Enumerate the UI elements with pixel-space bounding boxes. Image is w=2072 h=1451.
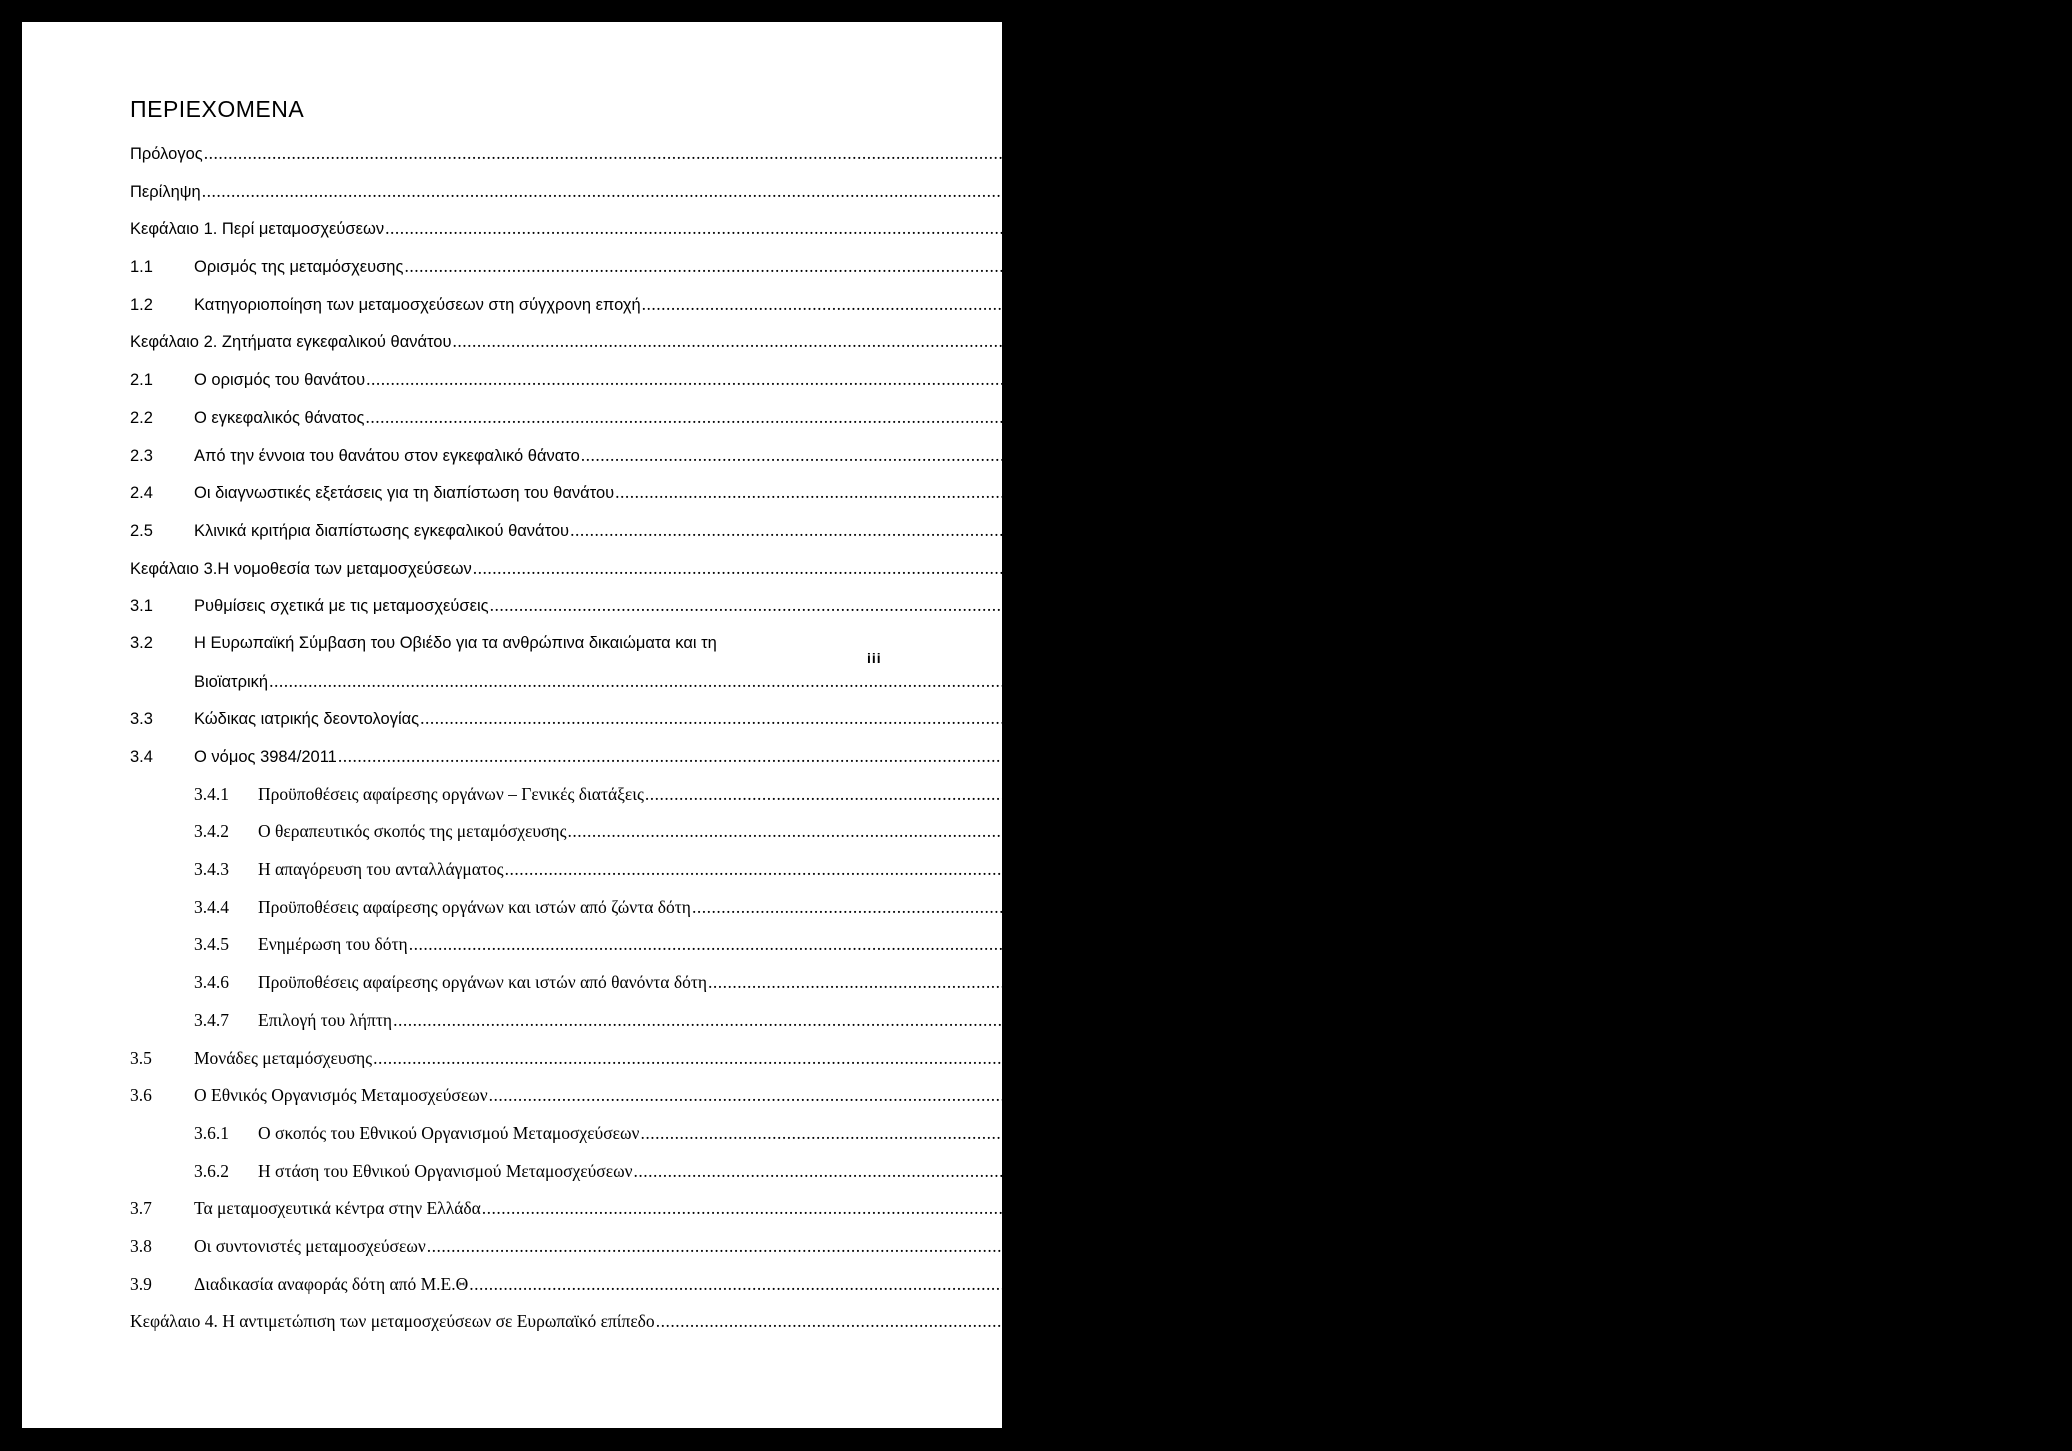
toc-entry-page: 16 [1914,821,1932,842]
toc-entry[interactable] [130,783,2009,822]
toc-entry[interactable] [130,1273,1834,1312]
toc-entry-number: 3.4.4 [194,896,229,917]
toc-entry[interactable] [130,557,1837,596]
toc-entry-number: 3.4.1 [194,783,229,804]
toc-entry[interactable] [130,1009,1758,1048]
toc-entry-title: Κεφάλαιο 1. Περί μεταμοσχεύσεων [130,220,385,239]
toc-entry-page: 7 [1712,369,1722,390]
toc-entry-number: 3.8 [130,1235,152,1256]
toc-entry-number: 3.1 [130,597,153,616]
toc-dot-leader [427,1236,1773,1256]
toc-entry[interactable] [130,406,1721,445]
toc-entry-title: Ο Εθνικός Οργανισμός Μεταμοσχεύσεων [194,1085,488,1106]
toc-entry-title: Ο θεραπευτικός σκοπός της μεταμόσχευσης [258,821,567,842]
table-of-contents [130,143,2072,1349]
toc-dot-leader [338,746,1684,766]
toc-entry-number: 3.4.7 [194,1009,229,1030]
toc-entry-page: 26 [2002,1311,2020,1332]
toc-entry-page: 24 [1773,1235,1791,1256]
toc-entry-title: Προϋποθέσεις αφαίρεσης οργάνων και ιστών από θανόντα δότη [258,972,708,993]
toc-entry-page: 11 [1836,595,1853,616]
toc-entry-page: 5 [1988,293,1997,314]
toc-entry-page: ii [1548,180,1558,201]
toc-dot-leader [489,1085,1835,1105]
toc-entry-page: 7 [1711,406,1721,427]
toc-entry-page: 22 [1835,1085,1853,1106]
toc-entry-title: Η Ευρωπαϊκή Σύμβαση του Οβιέδο για τα ανθρώπινα δικαιώματα και τη [194,633,717,652]
toc-dot-leader [642,294,1988,314]
toc-entry-number: 1.2 [130,295,153,314]
toc-entry[interactable] [130,143,1556,181]
toc-entry-title: Προϋποθέσεις αφαίρεσης οργάνων – Γενικές διατάξεις [258,783,644,804]
toc-dot-leader [366,369,1712,389]
toc-dot-leader [568,821,1914,841]
toc-dot-leader [645,784,1991,804]
toc-entry-page: 23 [1980,1160,1998,1181]
toc-entry-page: 20 [1739,1009,1758,1030]
toc-dot-leader [373,1048,1719,1068]
toc-entry[interactable] [130,746,1702,784]
toc-entry-page: 21 [1719,1047,1738,1068]
toc-entry-page: 18 [2054,972,2072,993]
toc-dot-leader [202,181,1548,201]
toc-entry[interactable] [130,1160,1998,1199]
toc-entry[interactable] [130,1311,2020,1349]
toc-entry-number: 3.6.2 [194,1160,229,1181]
toc-dot-leader [482,1198,1828,1218]
toc-dot-leader [581,445,1927,465]
toc-entry-title: Η στάση του Εθνικού Οργανισμού Μεταμοσχεύσεων [258,1160,633,1181]
toc-entry-title: Μονάδες μεταμόσχευσης [194,1047,373,1068]
toc-entry[interactable] [130,1085,1853,1123]
toc-entry-title: Πρόλογος [130,145,203,163]
toc-entry-page: 7 [1799,331,1808,352]
toc-entry-number: 3.5 [130,1047,152,1068]
toc-entry[interactable] [130,1122,2005,1161]
toc-dot-leader [473,558,1819,578]
toc-entry-title: Ο σκοπός του Εθνικού Οργανισμού Μεταμοσχεύσεων [258,1122,640,1143]
toc-dot-leader [469,1274,1815,1294]
toc-entry-title: Ο ορισμός του θανάτου [194,371,366,390]
toc-entry[interactable] [130,331,1808,369]
toc-entry-page: 8 [1927,444,1937,465]
toc-entry-title: Οι διαγνωστικές εξετάσεις για τη διαπίστωση του θανάτου [194,484,615,503]
toc-entry-number: 2.2 [130,408,153,427]
toc-entry[interactable] [130,256,1760,294]
toc-entry-number: 3.3 [130,710,153,729]
toc-entry-number: 3.2 [130,633,153,652]
toc-entry[interactable] [130,293,1997,332]
toc-dot-leader [404,256,1750,276]
toc-entry-number: 3.6 [130,1085,152,1106]
toc-entry[interactable] [130,444,1937,483]
toc-entry-page: 5 [1731,218,1741,239]
toc-entry[interactable] [130,595,1853,633]
toc-entry-page: i [1550,143,1556,163]
toc-entry-number: 1.1 [130,258,153,277]
toc-entry-number: 3.6.1 [194,1122,229,1143]
toc-entry-title: Προϋποθέσεις αφαίρεσης οργάνων και ιστών από ζώντα δότη [258,896,691,917]
page-title: ΠΕΡΙΕΧΟΜΕΝΑ [130,96,305,122]
toc-entry[interactable] [130,934,1773,972]
toc-entry-title: Τα μεταμοσχευτικά κέντρα στην Ελλάδα [194,1198,481,1219]
toc-entry[interactable] [130,821,1932,859]
toc-entry-page: 17 [2038,896,2056,917]
toc-entry-page: 14 [1684,746,1702,767]
toc-entry-page: 25 [1815,1273,1834,1294]
toc-entry-title: Ορισμός της μεταμόσχευσης [194,258,404,277]
toc-dot-leader [385,218,1731,238]
toc-entry-title: Κώδικας ιατρικής δεοντολογίας [194,710,420,729]
toc-dot-leader [204,143,1550,163]
toc-entry-page: 9 [1961,482,1971,503]
toc-entry-page: 10 [1916,519,1935,540]
toc-entry-number: 2.3 [130,446,153,465]
toc-entry-title: Ο νόμος 3984/2011 [194,748,337,767]
toc-entry-title: Ο εγκεφαλικός θάνατος [194,408,365,427]
toc-dot-leader [634,1161,1980,1181]
toc-entry[interactable] [130,859,1869,897]
toc-entry-page: 15 [1991,783,2009,804]
toc-entry-title: Η απαγόρευση του ανταλλάγματος [258,859,504,880]
toc-entry-title: Κατηγοριοποίηση των μεταμοσχεύσεων στη σύγχρονη εποχή [194,295,641,314]
toc-entry-title: Κεφάλαιο 2. Ζητήματα εγκεφαλικού θανάτου [130,333,452,352]
toc-dot-leader [615,482,1961,502]
toc-entry-title: Από την έννοια του θανάτου στον εγκεφαλικό θάνατο [194,446,580,465]
toc-entry-number: 3.9 [130,1273,152,1294]
toc-entry-number: 3.4.3 [194,859,229,880]
toc-entry-page: 11 [1819,557,1837,578]
toc-entry[interactable] [130,1235,1791,1274]
document-page [22,22,2072,1428]
toc-entry-page: 22 [1986,1122,2005,1143]
toc-entry[interactable] [130,972,2072,1010]
toc-dot-leader [505,859,1851,879]
toc-entry[interactable] [130,1047,1738,1086]
toc-dot-leader [365,407,1711,427]
toc-entry-page: 24 [1828,1198,1846,1219]
toc-entry-page: 5 [1750,256,1760,277]
toc-entry-number: 3.4.6 [194,972,229,993]
toc-entry-title: Κλινικά κριτήρια διαπίστωσης εγκεφαλικού θανάτου [194,521,570,540]
toc-dot-leader [656,1311,2002,1331]
toc-dot-leader [490,595,1836,615]
toc-dot-leader [640,1123,1986,1143]
toc-entry[interactable] [130,519,1935,558]
toc-entry-page: 16 [1851,859,1869,880]
toc-entry-number: 3.7 [130,1198,152,1219]
toc-entry-number: 3.4 [130,748,153,767]
toc-entry-title: Κεφάλαιο 3.Η νομοθεσία των μεταμοσχεύσεων [130,559,472,578]
toc-entry-title: Ρυθμίσεις σχετικά με τις μεταμοσχεύσεις [194,597,489,616]
toc-dot-leader [453,331,1799,351]
toc-entry-title: Κεφάλαιο 4. Η αντιμετώπιση των μεταμοσχεύσεων σε Ευρωπαϊκό επίπεδο [130,1311,655,1332]
toc-entry-number: 2.1 [130,371,153,390]
toc-dot-leader [692,897,2038,917]
toc-dot-leader [409,934,1755,954]
toc-entry-page: 18 [1755,934,1773,955]
toc-dot-leader [393,1010,1739,1030]
toc-entry[interactable] [130,369,1722,407]
toc-dot-leader [708,972,2054,992]
toc-dot-leader [269,671,1615,691]
toc-entry-number: 2.5 [130,521,153,540]
toc-entry-number: 2.4 [130,484,153,503]
toc-dot-leader [420,708,1766,728]
toc-entry[interactable] [130,218,1741,256]
toc-entry-title: Διαδικασία αναφοράς δότη από Μ.Ε.Θ [194,1273,469,1294]
toc-entry-title: Περίληψη [130,182,201,201]
toc-entry-title: Ενημέρωση του δότη [258,934,408,955]
toc-entry[interactable] [130,180,1558,219]
toc-entry-wrapped-title [194,633,1632,692]
toc-entry[interactable] [130,708,1785,746]
toc-entry-page: 13 [1766,708,1785,729]
toc-entry-title: Επιλογή του λήπτη [258,1009,393,1030]
toc-entry-number: 3.4.2 [194,821,229,842]
page-number: iii [867,650,882,666]
toc-entry-title-continued: Βιοϊατρική [194,672,269,691]
toc-dot-leader [570,520,1916,540]
toc-entry-page: 11 [1615,670,1633,691]
toc-entry-number: 3.4.5 [194,934,229,955]
toc-entry-title: Οι συντονιστές μεταμοσχεύσεων [194,1235,426,1256]
toc-entry[interactable] [130,482,1971,520]
toc-entry[interactable] [130,633,1633,708]
toc-entry[interactable] [130,1198,1846,1236]
toc-entry[interactable] [130,896,2056,935]
